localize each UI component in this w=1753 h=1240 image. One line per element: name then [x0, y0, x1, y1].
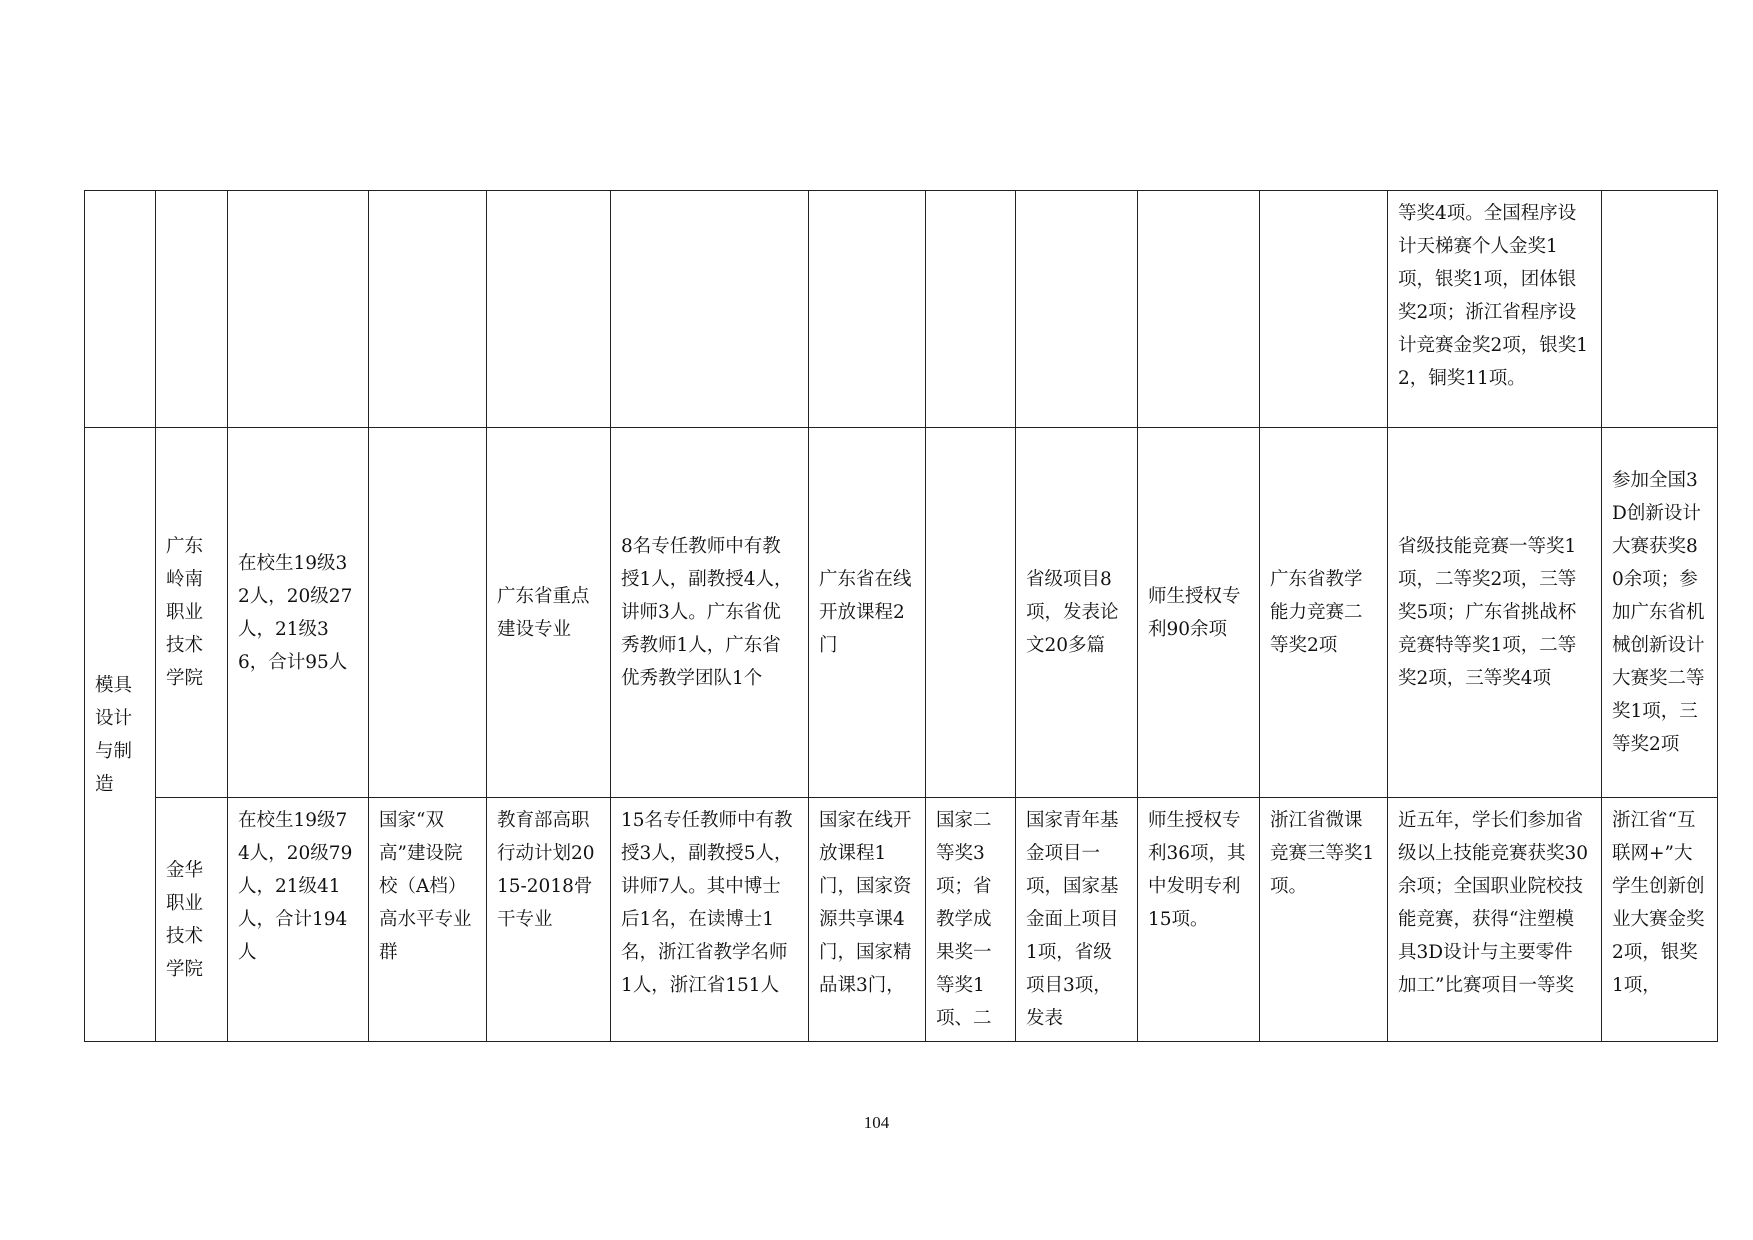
cell-patents: 师生授权专利90余项 — [1138, 428, 1260, 798]
cell-platform — [369, 428, 487, 798]
cell-students-cont — [228, 191, 369, 428]
table-row — [85, 798, 1718, 1042]
cell-school: 广东岭南职业技术学院 — [156, 428, 228, 798]
cell-construction-cont — [487, 191, 611, 428]
cell-innovation: 参加全国3D创新设计大赛获奖80余项；参加广东省机械创新设计大赛奖二等奖1项，三等奖2项 — [1602, 428, 1718, 798]
cell-awards-cont — [926, 191, 1016, 428]
cell-construction: 广东省重点建设专业 — [487, 428, 611, 798]
cell-awards: 国家二等奖3项；省教学成果奖一等奖1项、二 — [926, 798, 1016, 1042]
cell-competition-cont: 等奖4项。全国程序设计天梯赛个人金奖1项，银奖1项，团体银奖2项；浙江省程序设计竞赛金奖2项，银奖12，铜奖11项。 — [1388, 191, 1602, 428]
cell-courses: 国家在线开放课程1门，国家资源共享课4门，国家精品课3门， — [809, 798, 926, 1042]
cell-patents: 师生授权专利36项，其中发明专利15项。 — [1138, 798, 1260, 1042]
page-number: 104 — [863, 1113, 890, 1132]
cell-teaching-competition: 浙江省微课竞赛三等奖1项。 — [1260, 798, 1388, 1042]
cell-teaching-competition: 广东省教学能力竞赛二等奖2项 — [1260, 428, 1388, 798]
cell-platform-cont — [369, 191, 487, 428]
cell-research-cont — [1016, 191, 1138, 428]
table-row — [85, 428, 1718, 798]
cell-competition: 省级技能竞赛一等奖1项，二等奖2项，三等奖5项；广东省挑战杯竞赛特等奖1项，二等奖2项，三等奖4项 — [1388, 428, 1602, 798]
cell-patents-cont — [1138, 191, 1260, 428]
cell-construction: 教育部高职行动计划2015-2018骨干专业 — [487, 798, 611, 1042]
cell-students: 在校生19级32人，20级27人，21级36，合计95人 — [228, 428, 369, 798]
cell-innovation: 浙江省“互联网+”大学生创新创业大赛金奖2项，银奖1项， — [1602, 798, 1718, 1042]
cell-innovation-cont — [1602, 191, 1718, 428]
cell-research: 国家青年基金项目一项，国家基金面上项目1项，省级项目3项，发表 — [1016, 798, 1138, 1042]
cell-courses: 广东省在线开放课程2门 — [809, 428, 926, 798]
cell-platform: 国家“双高”建设院校（A档）高水平专业群 — [369, 798, 487, 1042]
cell-teaching-competition-cont — [1260, 191, 1388, 428]
cell-competition: 近五年，学长们参加省级以上技能竞赛获奖30余项；全国职业院校技能竞赛，获得“注塑模具3D设计与主要零件加工”比赛项目一等奖 — [1388, 798, 1602, 1042]
continuation-row — [85, 191, 1718, 428]
cell-school: 金华职业技术学院 — [156, 798, 228, 1042]
cell-students: 在校生19级74人，20级79人，21级41人，合计194人 — [228, 798, 369, 1042]
cell-research: 省级项目8项，发表论文20多篇 — [1016, 428, 1138, 798]
cell-teachers-cont — [611, 191, 809, 428]
cell-teachers: 15名专任教师中有教授3人，副教授5人，讲师7人。其中博士后1名，在读博士1名，浙江省教学名师1人，浙江省151人 — [611, 798, 809, 1042]
cell-awards — [926, 428, 1016, 798]
cell-major-cont — [85, 191, 156, 428]
data-table — [84, 190, 1718, 1042]
cell-teachers: 8名专任教师中有教授1人，副教授4人，讲师3人。广东省优秀教师1人，广东省优秀教学团队1个 — [611, 428, 809, 798]
cell-school-cont — [156, 191, 228, 428]
cell-courses-cont — [809, 191, 926, 428]
cell-major: 模具设计与制造 — [85, 428, 156, 1042]
